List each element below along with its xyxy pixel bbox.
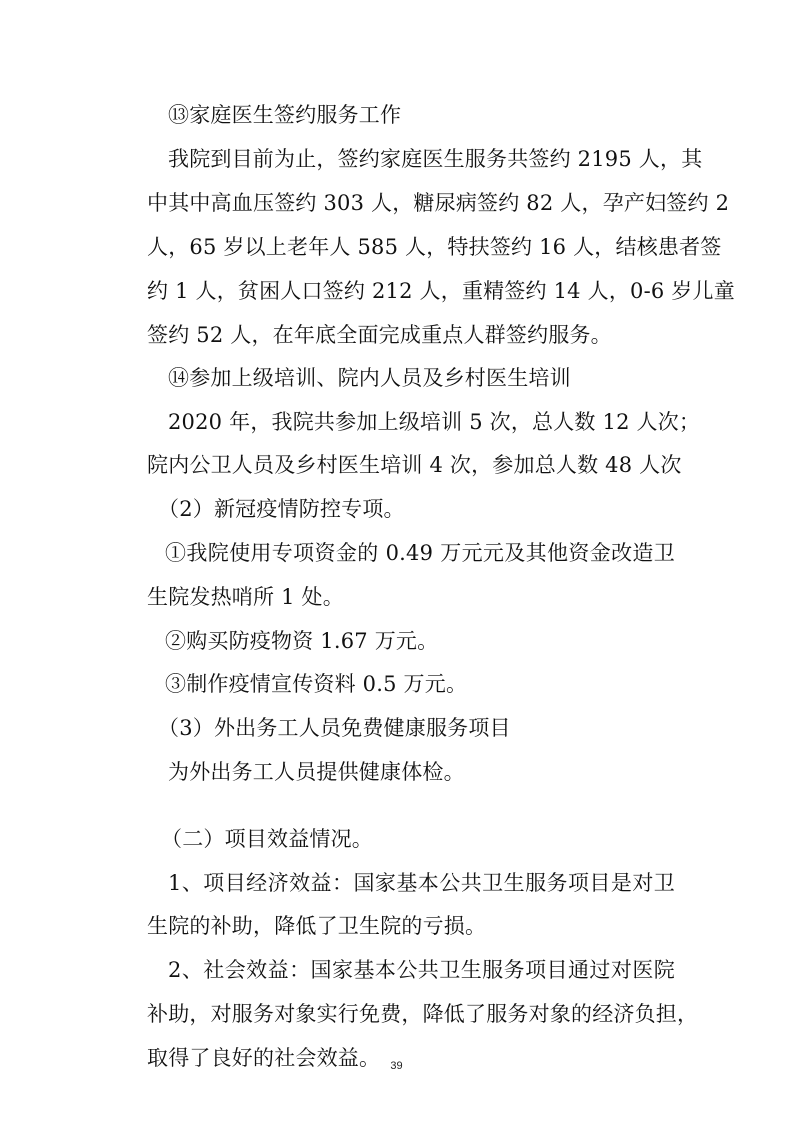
section-13-line-4: 约 1 人，贫困人口签约 212 人，重精签约 14 人，0-6 岁儿童 [147, 279, 735, 303]
covid-item-1-line-2: 生院发热哨所 1 处。 [147, 585, 344, 609]
covid-heading: （2）新冠疫情防控专项。 [158, 497, 405, 521]
covid-item-1-line-1: ①我院使用专项资金的 0.49 万元元及其他资金改造卫 [165, 541, 675, 565]
section-14-line-2: 院内公卫人员及乡村医生培训 4 次，参加总人数 48 人次 [147, 453, 682, 477]
section-14-line-1: 2020 年，我院共参加上级培训 5 次，总人数 12 人次； [168, 410, 701, 434]
migrant-body: 为外出务工人员提供健康体检。 [168, 760, 465, 784]
benefit-social-line-3: 取得了良好的社会效益。 [147, 1046, 381, 1070]
covid-item-2: ②购买防疫物资 1.67 万元。 [165, 629, 439, 653]
section-13-line-1: 我院到目前为止，签约家庭医生服务共签约 2195 人，其 [168, 147, 703, 171]
covid-item-3: ③制作疫情宣传资料 0.5 万元。 [165, 672, 468, 696]
section-13-line-3: 人，65 岁以上老年人 585 人，特扶签约 16 人，结核患者签 [147, 235, 722, 259]
migrant-heading: （3）外出务工人员免费健康服务项目 [158, 716, 511, 740]
benefit-heading: （二）项目效益情况。 [161, 827, 373, 851]
section-13-line-5: 签约 52 人，在年底全面完成重点人群签约服务。 [147, 323, 612, 347]
section-13-line-2: 中其中高血压签约 303 人，糖尿病签约 82 人，孕产妇签约 2 [147, 191, 730, 215]
benefit-social-line-1: 2、社会效益：国家基本公共卫生服务项目通过对医院 [168, 958, 675, 982]
section-13-heading: ⑬家庭医生签约服务工作 [168, 103, 402, 127]
page-number: 39 [390, 1060, 403, 1072]
benefit-social-line-2: 补助，对服务对象实行免费，降低了服务对象的经济负担， [147, 1002, 699, 1026]
section-14-heading: ⑭参加上级培训、院内人员及乡村医生培训 [168, 366, 571, 390]
benefit-economic-line-1: 1、项目经济效益：国家基本公共卫生服务项目是对卫 [168, 871, 675, 895]
benefit-economic-line-2: 生院的补助，降低了卫生院的亏损。 [147, 914, 487, 938]
